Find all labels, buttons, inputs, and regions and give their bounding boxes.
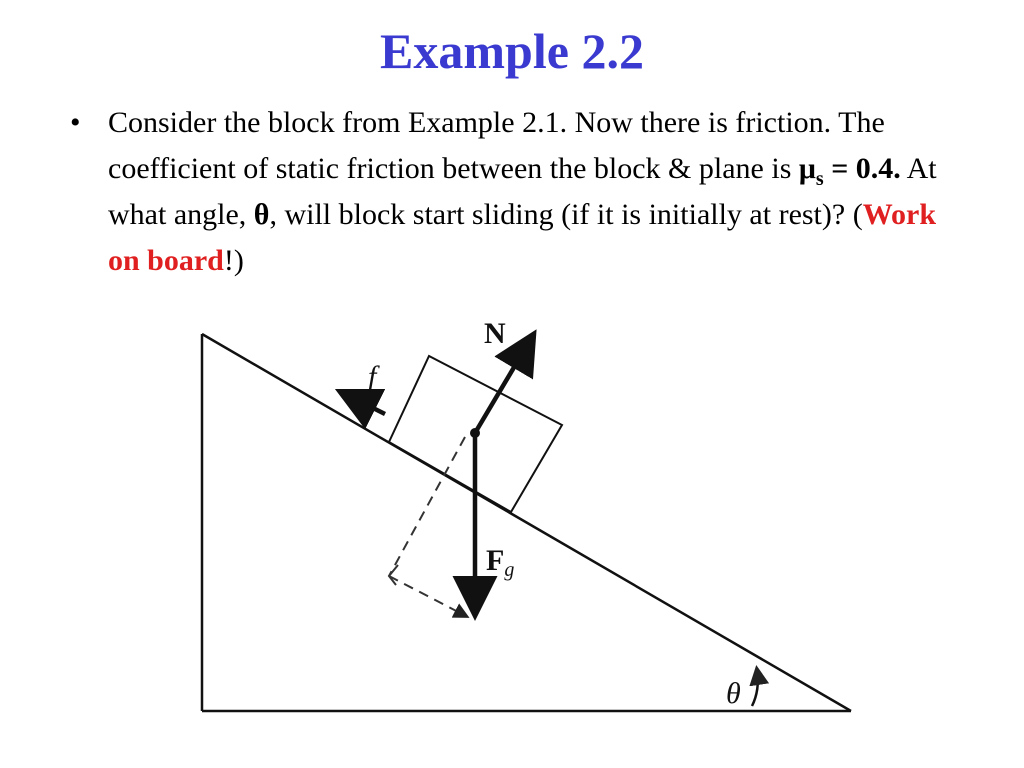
theta-symbol: θ bbox=[253, 198, 270, 231]
text-part4: !) bbox=[223, 244, 244, 277]
gravity-component-parallel-dashed bbox=[389, 576, 466, 616]
gravity-label-sub: g bbox=[504, 559, 515, 581]
friction-force-arrow bbox=[343, 393, 385, 414]
angle-label: θ bbox=[726, 677, 741, 710]
mu-symbol: μ bbox=[798, 152, 816, 185]
incline-slope bbox=[202, 334, 851, 711]
bullet-symbol: • bbox=[70, 106, 81, 139]
friction-force-label: f bbox=[368, 360, 377, 393]
work-on-board-highlight: Work on board bbox=[108, 198, 937, 277]
gravity-component-perpendicular-dashed bbox=[389, 437, 465, 576]
gravity-label-main: F bbox=[486, 544, 505, 577]
text-part3: , will block start sliding (if it is initially at rest)? ( bbox=[269, 198, 863, 231]
mu-value: = 0.4. bbox=[823, 152, 901, 185]
dashed-corner-mark bbox=[389, 565, 398, 585]
gravity-force-label bbox=[486, 544, 514, 581]
slide-title: Example 2.2 bbox=[380, 23, 644, 79]
text-part2: At what angle, bbox=[108, 152, 937, 231]
mu-subscript: s bbox=[815, 168, 824, 190]
text-part1: Consider the block from Example 2.1. Now there is friction. The coefficient of static friction between the block & plane is bbox=[108, 106, 885, 185]
normal-force-label: N bbox=[484, 317, 506, 350]
angle-arc bbox=[752, 670, 758, 706]
